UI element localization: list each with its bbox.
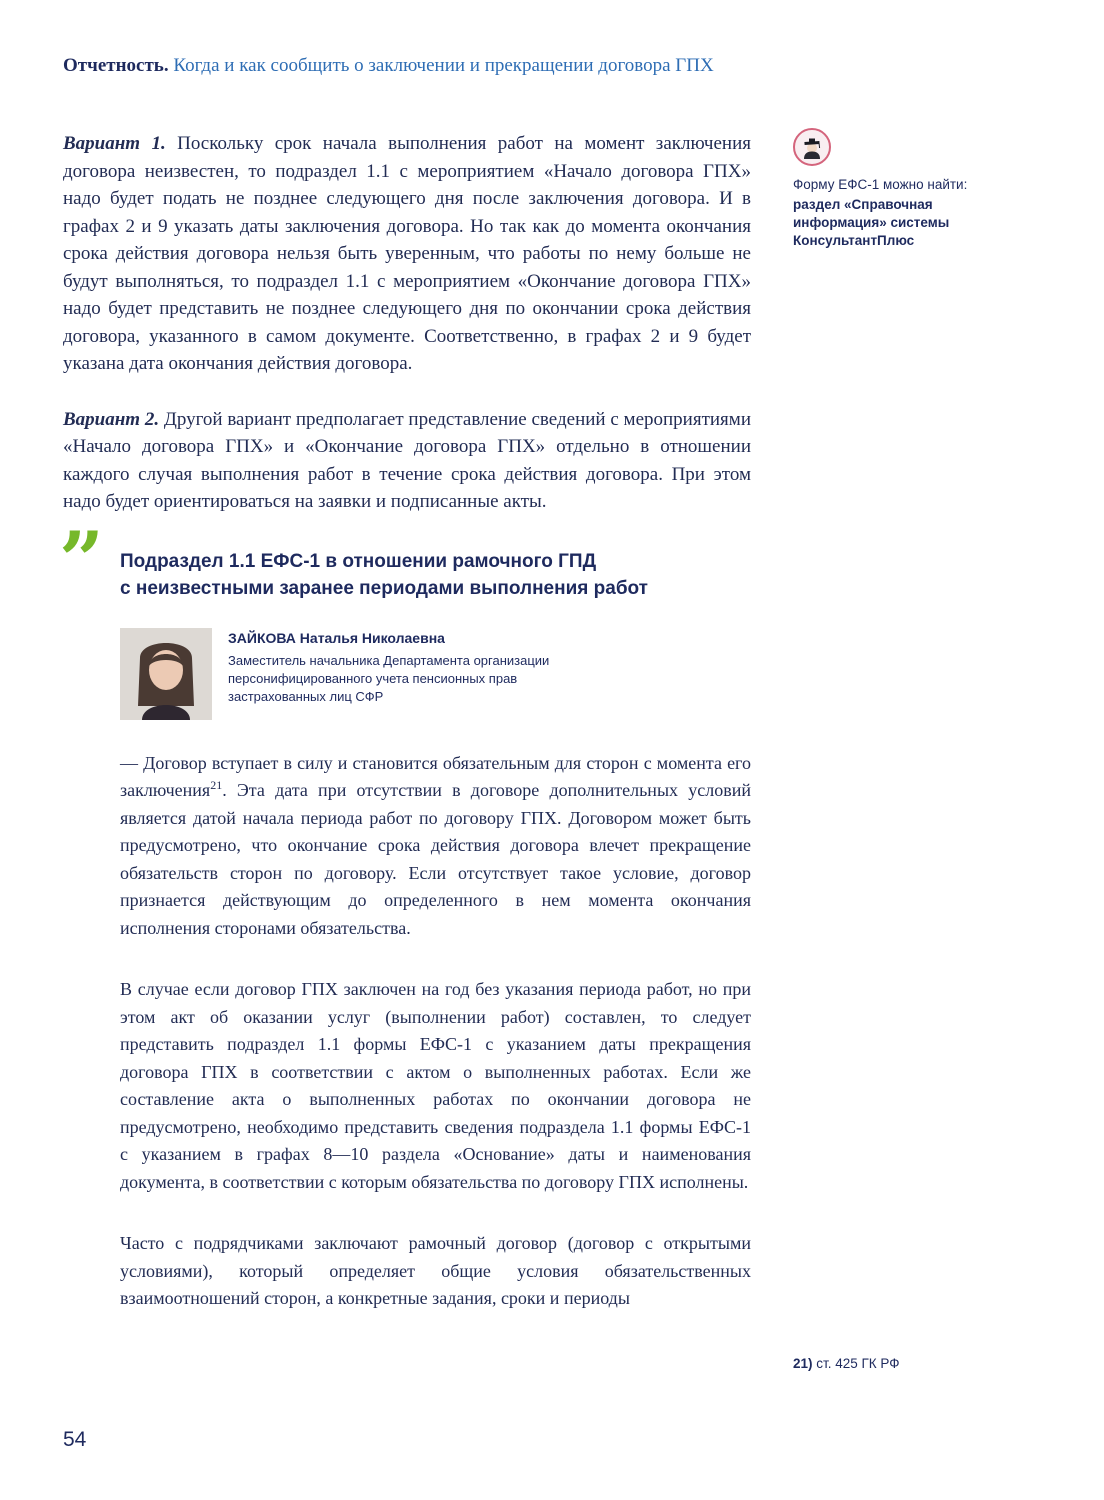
expert-portrait [120,628,212,720]
sidebar-note-intro: Форму ЕФС-1 можно найти: [793,177,968,192]
quote-paragraph-1-text: — Договор вступает в силу и становится обязательным для сторон с момента его заключения [120,752,751,800]
paragraph-variant-2 [63,406,751,516]
quote-paragraph-1-continued: . Эта дата при отсутствии в договоре дополнительных условий является датой начала периода работ по договору ГПХ. Договором может быть предусмотрено, что окончание срока действия договора влечет прекращение обязательств сторон по договору. Если отсутствует такое условие, договор признается действующим до определенного в нем момента окончания исполнения сторонами обязательства. [120,780,751,938]
header-title: Когда и как сообщить о заключении и прекращении договора ГПХ [168,55,714,76]
expert-info [228,628,598,720]
graduate-figure-icon [800,135,824,159]
variant-1-label: Вариант 1. [63,133,166,154]
quote-mark-icon: ” [59,514,100,606]
variant-1-text: Поскольку срок начала выполнения работ на момент заключения договора неизвестен, то подраздел 1.1 с мероприятием «Начало договора ГПХ» надо будет подать не позднее следующего дня после заключения договора. И в графах 2 и 9 указать даты заключения договора. Но так как до момента окончания срока действия договора нельзя быть уверенным, что работы по нему больше не будут выполняться, то подраздел 1.1 с мероприятием «Окончание договора ГПХ» надо будет представить не позднее следующего дня по окончании срока действия договора, указанного в самом документе. Соответственно, в графах 2 и 9 будет указана дата окончания действия договора. [63,133,751,374]
quote-paragraph-1 [120,750,751,943]
quote-heading-line-2: с неизвестными заранее периодами выполнения работ [120,577,648,599]
consultant-plus-icon [793,128,831,166]
footnote-21 [793,1356,900,1371]
quote-paragraph-3: Часто с подрядчиками заключают рамочный договор (договор с открытыми условиями), который определяет общие условия обязательственных взаимоотношений сторон, а конкретные задания, сроки и периоды [120,1233,751,1308]
variant-2-text: Другой вариант предполагает представление сведений с мероприятиями «Начало договора ГПХ» и «Окончание договора ГПХ» отдельно в отношении каждого случая выполнения работ в течение срока действия договора. При этом надо будет ориентироваться на заявки и подписанные акты. [63,408,751,512]
page-header [63,55,963,77]
quote-heading [120,548,751,602]
expert-title: Заместитель начальника Департамента организации персонифицированного учета пенсионных прав застрахованных лиц СФР [228,652,550,704]
page-number: 54 [63,1428,87,1451]
expert-block [120,628,751,720]
quote-paragraph-2: В случае если договор ГПХ заключен на год без указания периода работ, но при этом акт об оказании услуг (выполнении работ) составлен, то следует представить подраздел 1.1 формы ЕФС-1 с указанием даты прекращения договора ГПХ в соответствии с актом о выполненных работах. Если же составление акта о выполненных работах по окончании договора не предусмотрено, необходимо представить сведения подраздела 1.1 формы ЕФС-1 с указанием в графах 8—10 раздела «Основание» даты и наименования документа, в соответствии с которым обязательства по договору ГПХ исполнены. [120,979,751,1192]
sidebar-note-reference: раздел «Справочная информация» системы КонсультантПлюс [793,197,950,248]
header-section-label: Отчетность. [63,55,169,76]
footnote-21-text: ст. 425 ГК РФ [812,1356,900,1371]
footnote-21-marker: 21) [793,1356,813,1371]
expert-photo [120,628,212,720]
expert-quote-section [59,514,751,1313]
article-body [59,130,751,1313]
paragraph-variant-1 [63,130,751,378]
footnote-ref-21: 21 [210,778,223,792]
variant-2-label: Вариант 2. [63,408,160,430]
sidebar-note [793,128,993,250]
quote-heading-line-1: Подраздел 1.1 ЕФС-1 в отношении рамочного ГПД [120,550,597,572]
expert-name: ЗАЙКОВА Наталья Николаевна [228,629,445,646]
